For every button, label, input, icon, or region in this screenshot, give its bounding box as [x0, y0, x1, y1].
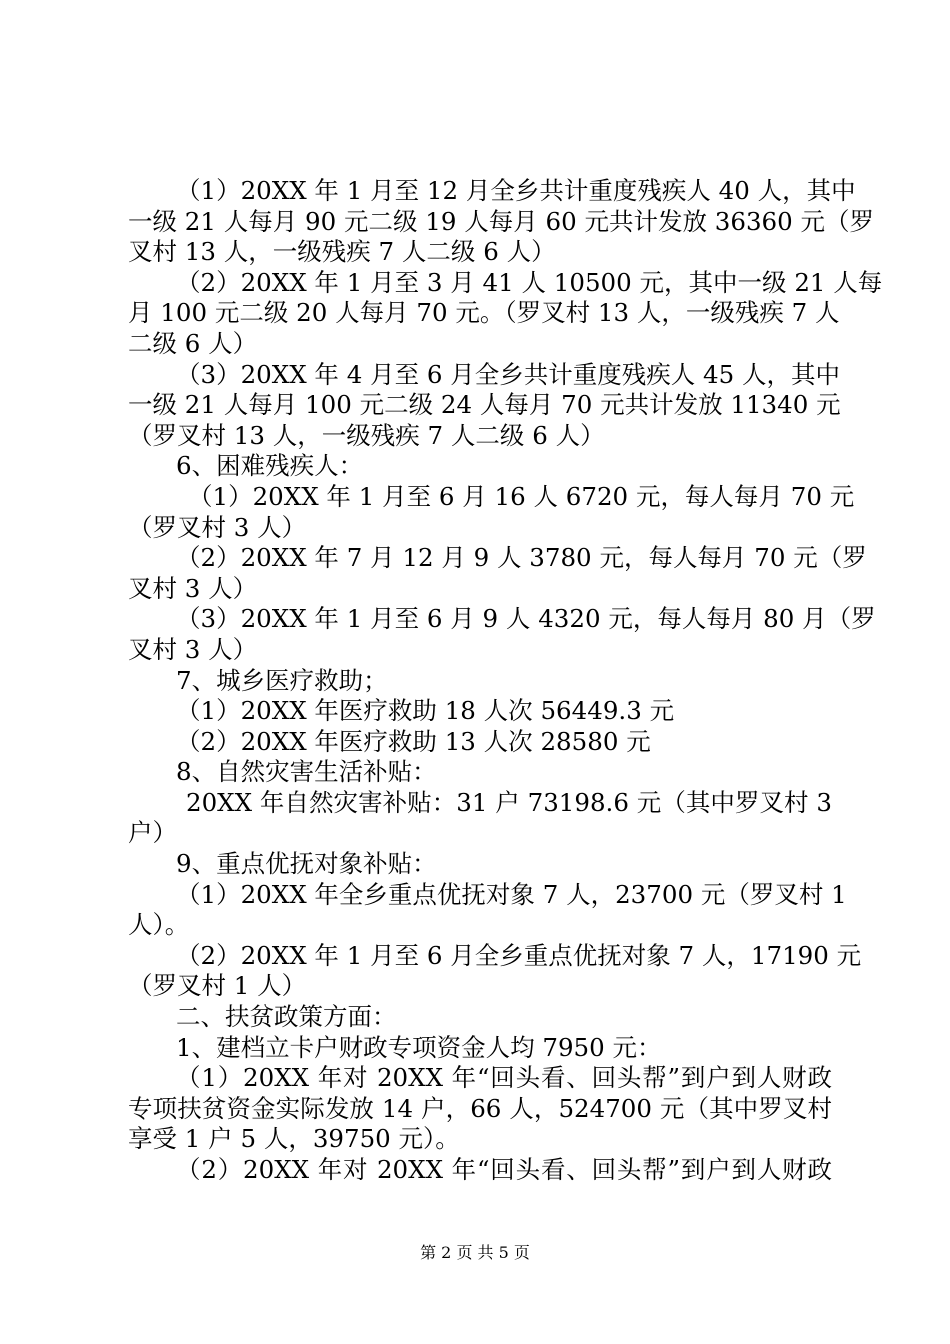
- text-line: 9、重点优抚对象补贴：: [176, 849, 437, 879]
- text-line: 叉村 3 人）: [128, 573, 258, 603]
- text-line: 月 100 元二级 20 人每月 70 元。（罗叉村 13 人，一级残疾 7 人: [128, 298, 840, 328]
- text-line: 二级 6 人）: [128, 328, 258, 358]
- text-line: （罗叉村 13 人，一级残疾 7 人二级 6 人）: [128, 420, 605, 450]
- text-line: 8、自然灾害生活补贴：: [176, 757, 437, 787]
- text-line: （2）20XX 年 7 月 12 月 9 人 3780 元，每人每月 70 元（罗: [176, 543, 867, 573]
- text-line: 一级 21 人每月 90 元二级 19 人每月 60 元共计发放 36360 元（罗: [128, 206, 875, 236]
- text-line: （1）20XX 年 1 月至 6 月 16 人 6720 元，每人每月 70 元: [188, 481, 855, 511]
- text-line: （1）20XX 年对 20XX 年“回头看、回头帮”到户到人财政: [176, 1063, 832, 1093]
- text-line: （1）20XX 年 1 月至 12 月全乡共计重度残疾人 40 人，其中: [176, 176, 856, 205]
- text-line: 6、困难残疾人：: [176, 451, 364, 481]
- text-line: （2）20XX 年 1 月至 6 月全乡重点优抚对象 7 人，17190 元: [176, 940, 862, 970]
- text-line: （罗叉村 1 人）: [128, 971, 307, 1001]
- text-line: 享受 1 户 5 人，39750 元）。: [128, 1124, 460, 1154]
- text-line: （罗叉村 3 人）: [128, 512, 307, 542]
- text-line: （1）20XX 年医疗救助 18 人次 56449.3 元: [176, 696, 675, 726]
- text-line: 叉村 3 人）: [128, 634, 258, 664]
- text-line: （1）20XX 年全乡重点优抚对象 7 人，23700 元（罗叉村 1: [176, 879, 847, 909]
- text-line: 1、建档立卡户财政专项资金人均 7950 元：: [176, 1032, 662, 1062]
- text-line: 人）。: [128, 910, 190, 940]
- text-line: （2）20XX 年 1 月至 3 月 41 人 10500 元，其中一级 21 人每: [176, 267, 883, 297]
- text-line: 户）: [128, 818, 177, 848]
- document-body: [128, 176, 883, 1186]
- text-line: （2）20XX 年医疗救助 13 人次 28580 元: [176, 726, 651, 756]
- text-line: （2）20XX 年对 20XX 年“回头看、回头帮”到户到人财政: [176, 1155, 832, 1184]
- text-line: （3）20XX 年 1 月至 6 月 9 人 4320 元，每人每月 80 月（罗: [176, 604, 876, 634]
- page-number-footer: 第 2 页 共 5 页: [420, 1243, 530, 1262]
- text-line: 7、城乡医疗救助；: [176, 665, 388, 695]
- text-line: 叉村 13 人，一级残疾 7 人二级 6 人）: [128, 237, 556, 267]
- text-line: 一级 21 人每月 100 元二级 24 人每月 70 元共计发放 11340 元: [128, 390, 841, 420]
- text-line: 专项扶贫资金实际发放 14 户，66 人，524700 元（其中罗叉村: [128, 1093, 832, 1123]
- text-line: （3）20XX 年 4 月至 6 月全乡共计重度残疾人 45 人，其中: [176, 359, 841, 389]
- text-line: 20XX 年自然灾害补贴：31 户 73198.6 元（其中罗叉村 3: [186, 787, 832, 817]
- text-line: 二、扶贫政策方面：: [176, 1002, 397, 1032]
